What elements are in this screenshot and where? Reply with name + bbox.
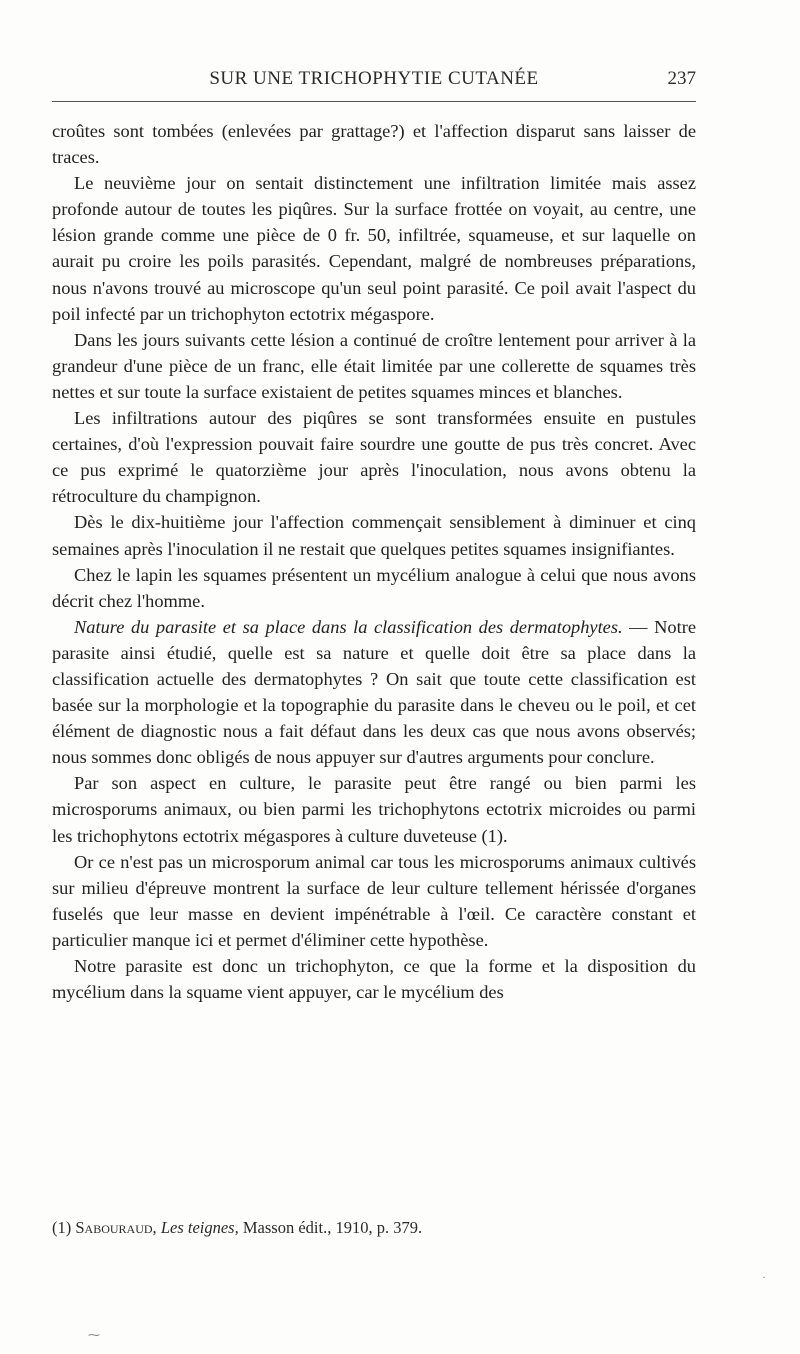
running-title: SUR UNE TRICHOPHYTIE CUTANÉE: [209, 68, 539, 89]
paragraph-4: Les infiltrations autour des piqûres se sont transformées ensuite en pustules certaines, d'où l'expression pouvait faire sourdre une goutte de pus très concret. Avec ce pus exprimé le quatorzième jour après l'inoculation, nous avons obtenu la rétroculture du champignon.: [52, 408, 696, 507]
paragraph-7-text: — Notre parasite ainsi étudié, quelle est sa nature et quelle doit être sa place dans la classification actuelle des dermatophytes ? On sait que toute cette classification est basée sur la morphologie et la topographie du parasite dans le cheveu ou le poil, et cet élément de diagnostic nous a fait défaut dans les deux cas que nous avons observés; nous sommes donc obligés de nous appuyer sur d'autres arguments pour conclure.: [52, 616, 696, 768]
footnote-details: Masson édit., 1910, p. 379.: [242, 1218, 423, 1237]
page-number: 237: [667, 68, 696, 89]
footnote-author: Sabouraud,: [75, 1218, 157, 1237]
paragraph-8: [52, 770, 696, 848]
footnote: [52, 1216, 696, 1240]
section-heading-italic: Nature du parasite et sa place dans la classification des dermatophytes.: [74, 616, 623, 637]
scan-speck: ⁓: [88, 1328, 100, 1342]
paragraph-5: Dès le dix-huitième jour l'affection commençait sensiblement à diminuer et cinq semaines après l'inoculation il ne restait que quelques petites squames insignifiantes.: [52, 512, 696, 559]
paragraph-10: Notre parasite est donc un trichophyton, ce que la forme et la disposition du mycélium dans la squame vient appuyer, car le mycélium des: [52, 956, 696, 1003]
paragraph-2: Le neuvième jour on sentait distinctement une infiltration limitée mais assez profonde autour de toutes les piqûres. Sur la surface frottée on voyait, au centre, une lésion grande comme une pièce de 0 fr. 50, infiltrée, squameuse, et sur laquelle on aurait pu croire les poils parasités. Cependant, malgré de nombreuses préparations, nous n'avons trouvé au microscope qu'un seul point parasité. Ce poil avait l'aspect du poil infecté par un trichophyton ectotrix mégaspore.: [52, 173, 696, 324]
paragraph-1: croûtes sont tombées (enlevées par grattage?) et l'affection disparut sans laisser de traces.: [52, 121, 696, 168]
paragraph-7: [52, 614, 696, 771]
header-rule: [52, 101, 696, 102]
scan-speck: ·: [762, 1270, 766, 1284]
footnote-marker: (1): [52, 1218, 72, 1237]
footnote-work: Les teignes,: [160, 1218, 239, 1237]
running-head: [52, 64, 696, 94]
footnote-reference[interactable]: (1): [481, 825, 503, 846]
paragraph-8-text: Par son aspect en culture, le parasite peut être rangé ou bien parmi les microsporums animaux, ou bien parmi les trichophytons ectotrix microides ou parmi les trichophytons ectotrix mégaspores à culture duveteuse: [52, 773, 696, 846]
paragraph-3: Dans les jours suivants cette lésion a continué de croître lentement pour arriver à la grandeur d'une pièce de un franc, elle était limitée par une collerette de squames très nettes et sur toute la surface existaient de petites squames minces et blanches.: [52, 329, 696, 402]
paragraph-8-end: .: [502, 825, 508, 846]
paragraph-9: Or ce n'est pas un microsporum animal car tous les microsporums animaux cultivés sur milieu d'épreuve montrent la surface de leur culture tellement hérissée d'organes fuselés que leur masse en devient impénétrable à l'œil. Ce caractère constant et particulier manque ici et permet d'éliminer cette hypothèse.: [52, 851, 696, 950]
paragraph-6: Chez le lapin les squames présentent un mycélium analogue à celui que nous avons décrit chez l'homme.: [52, 564, 696, 611]
body-text: [52, 118, 696, 1005]
